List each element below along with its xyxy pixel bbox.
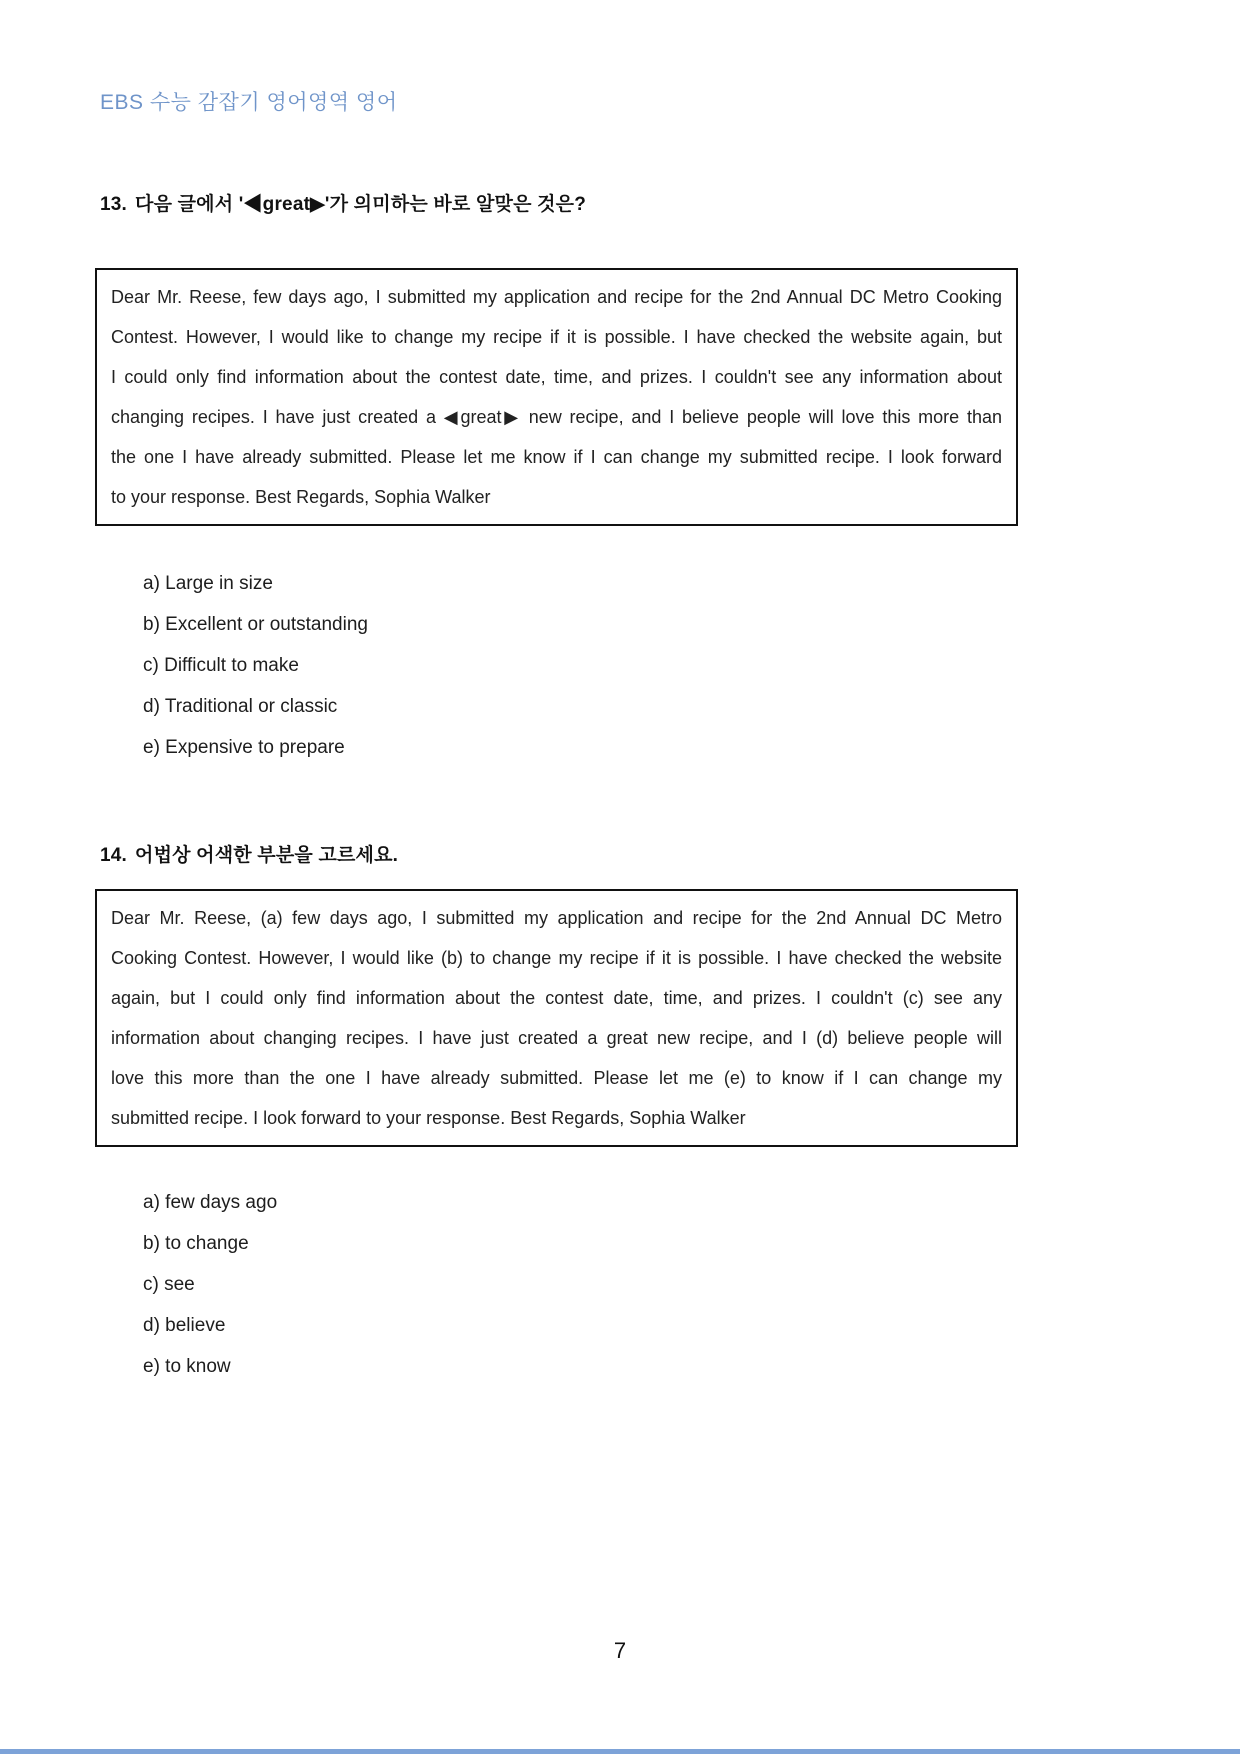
- option-item-14-a: a) few days ago: [143, 1192, 278, 1213]
- option-item-13-a: a) Large in size: [143, 573, 273, 594]
- question-13-prompt: 다음 글에서 '◀great▶'가 의미하는 바로 알맞은 것은?: [135, 193, 587, 215]
- option-item-13-c: c) Difficult to make: [143, 655, 299, 676]
- option-item-14-c: c) see: [143, 1274, 195, 1295]
- question-14-number: 14.: [100, 844, 128, 866]
- page-number: 7: [613, 1638, 627, 1663]
- passage-line: the one I have already submitted. Please let me know if I can change my submitted recipe. I look forward: [111, 447, 1002, 467]
- passage-line: Contest. However, I would like to change my recipe if it is possible. I have checked the website again, but: [111, 327, 1002, 347]
- document-header-title: EBS 수능 감잡기 영어영역 영어: [100, 91, 398, 114]
- option-item-13-b: b) Excellent or outstanding: [143, 614, 368, 635]
- option-item-14-e: e) to know: [143, 1356, 231, 1377]
- passage-box-question-14: [95, 889, 1018, 1147]
- passage-line: information about changing recipes. I have just created a great new recipe, and I (d) believe people will: [111, 1028, 1002, 1048]
- question-14-prompt: 어법상 어색한 부분을 고르세요.: [135, 844, 399, 866]
- passage-line: submitted recipe. I look forward to your response. Best Regards, Sophia Walker: [111, 1108, 746, 1128]
- question-14-heading: [100, 840, 398, 867]
- question-13-heading: [100, 189, 586, 216]
- question-13-number: 13.: [100, 193, 128, 215]
- option-item-14-d: d) believe: [143, 1315, 226, 1336]
- footer-accent-bar: [0, 1749, 1240, 1754]
- passage-line: Dear Mr. Reese, (a) few days ago, I submitted my application and recipe for the 2nd Annual DC Metro: [111, 908, 1002, 928]
- option-item-14-b: b) to change: [143, 1233, 249, 1254]
- passage-line: again, but I could only find information about the contest date, time, and prizes. I couldn't (c) see any: [111, 988, 1002, 1008]
- question-13-options: [143, 563, 368, 768]
- passage-box-question-13: [95, 268, 1018, 526]
- option-item-13-e: e) Expensive to prepare: [143, 737, 345, 758]
- passage-line: to your response. Best Regards, Sophia Walker: [111, 487, 491, 507]
- question-14-options: [143, 1182, 277, 1387]
- passage-line: Dear Mr. Reese, few days ago, I submitted my application and recipe for the 2nd Annual DC Metro Cooking: [111, 287, 1002, 307]
- passage-line: I could only find information about the contest date, time, and prizes. I couldn't see any information about: [111, 367, 1002, 387]
- passage-line: love this more than the one I have already submitted. Please let me (e) to know if I can change my: [111, 1068, 1002, 1088]
- passage-line: Cooking Contest. However, I would like (b) to change my recipe if it is possible. I have checked the website: [111, 948, 1002, 968]
- passage-line: changing recipes. I have just created a ◀great▶ new recipe, and I believe people will love this more than: [111, 407, 1002, 427]
- option-item-13-d: d) Traditional or classic: [143, 696, 338, 717]
